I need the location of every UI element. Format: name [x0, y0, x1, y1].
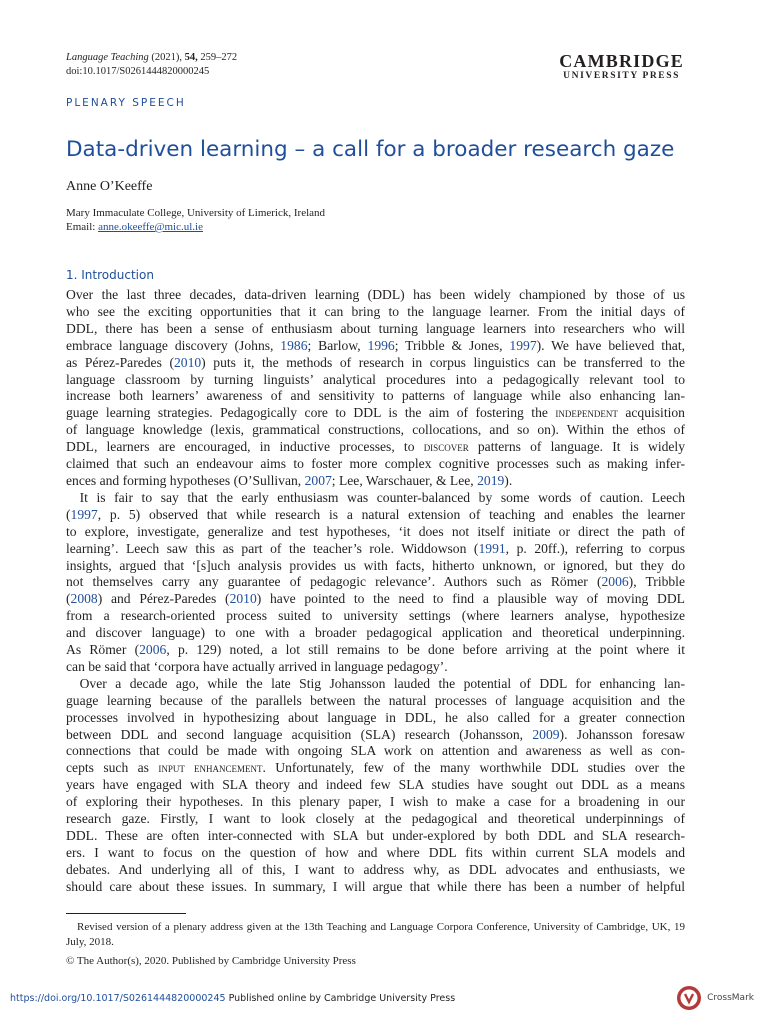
crossmark-badge[interactable] [676, 985, 754, 1011]
crossmark-label: CrossMark [707, 993, 754, 1003]
footnote-text: Revised version of a plenary address given at the 13th Teaching and Language Corpora Conference, University of Cambridge, UK, 19 July, 2018. [66, 921, 685, 948]
email-line [66, 220, 203, 235]
paragraph: It is fair to say that the early enthusiasm was counter-balanced by some words of caution. Leech (1997, p. 5) observed that while research is a natural extension of teaching and enables the learner to explore, investigate, generalize and test hypotheses, ‘it does not itself initiate or direct the path of learning’. Leech saw this as part of the teacher’s role. Widdowson (1991, p. 20ff.), referring to corpus insights, argued that ‘[s]uch analysis provides us with facts, hitherto unknown, or ignored, but they do not themselves carry any guarantee of pedagogic relevance’. Authors such as Römer (2006), Tribble (2008) and Pérez-Paredes (2010) have pointed to the need to find a plausible way of moving DDL from a research-oriented process suited to university settings (where learners analyse, hypothesize and discover language) to one with a broader pedagogical application and theoretical underpinning. As Römer (2006, p. 129) noted, a lot still remains to be done before arriving at the point where it can be said that ‘corpora have actually arrived in language pedagogy’. [66, 489, 685, 674]
affiliation: Mary Immaculate College, University of Limerick, Ireland [66, 207, 326, 219]
doi-text: doi:10.1017/S0261444820000245 [66, 66, 210, 77]
section-heading: 1. Introduction [66, 268, 154, 282]
cambridge-logo [559, 52, 684, 82]
body-text [66, 287, 685, 896]
paragraph: Over the last three decades, data-driven learning (DDL) has been widely championed by those of us who see the exciting opportunities that it can bring to the language learner. From the initial days of DDL, there has been a sense of enthusiasm about turning language learners into researchers who will embrace language discovery (Johns, 1986; Barlow, 1996; Tribble & Jones, 1997). We have believed that, as Pérez-Paredes (2010) puts it, the methods of research in corpus linguistics can be transferred to the language classroom by turning linguists’ analytical procedures into a pedagogically relevant tool to increase both learners’ awareness of and sensitivity to patterns of language while also enhancing lan- guage learning strategies. Pedagogically core to DDL is the aim of fostering the independent acquisition of language knowledge (lexis, grammatical constructions, collocations, and so on). Within the ethos of DDL, learners are encouraged, in inductive processes, to discover patterns of language. It is widely claimed that such an endeavour aims to foster more complex cognitive processes such as making infer- ences and forming hypotheses (O’Sullivan, 2007; Lee, Warschauer, & Lee, 2019). [66, 287, 686, 488]
publisher-name: CAMBRIDGE [559, 51, 684, 71]
article-title: Data-driven learning – a call for a broader research gaze [66, 137, 675, 162]
published-online: Published online by Cambridge University Press [228, 993, 456, 1004]
email-link[interactable]: anne.okeeffe@mic.ul.ie [98, 221, 203, 233]
article-type: PLENARY SPEECH [66, 97, 186, 109]
doi-link[interactable]: https://doi.org/10.1017/S0261444820000245 [10, 993, 226, 1004]
journal-volume: 54, [184, 52, 198, 63]
journal-citation [66, 51, 237, 65]
paragraph: Over a decade ago, while the late Stig Johansson lauded the potential of DDL for enhancing lan- guage learning because of the parallels between the natural processes of language acquisition and the processes involved in hypothesizing about language in DDL, he also called for a greater connection between DDL and second language acquisition (SLA) research (Johansson, 2009). Johansson foresaw connections that could be made with ongoing SLA work on attention and awareness as well as con- cepts such as input enhancement. Unfortunately, few of the many worthwhile DDL studies over the years have engaged with SLA theory and indeed few SLA studies have sought out DDL as a means of exploring their hypotheses. In this plenary paper, I wish to make a case for a broadening in our research gaze. Firstly, I want to look closely at the pedagogical and theoretical underpinnings of DDL. These are often inter-connected with SLA but under-explored by both DDL and SLA research- ers. I want to focus on the question of how and where DDL fits within current SLA models and debates. And underlying all of this, I want to address why, as DDL advocates and enthusiasts, we should care about these issues. In summary, I will argue that while there has been a number of helpful [66, 675, 686, 894]
email-label: Email: [66, 221, 96, 233]
publisher-subname: UNIVERSITY PRESS [563, 71, 681, 81]
bottom-bar [10, 993, 455, 1004]
footnote [66, 920, 685, 950]
footnote-divider [66, 913, 186, 914]
journal-pages: 259–272 [200, 52, 238, 63]
crossmark-icon [676, 985, 702, 1011]
author-name: Anne O’Keeffe [66, 179, 153, 194]
copyright-notice: © The Author(s), 2020. Published by Cambridge University Press [66, 955, 356, 967]
journal-name: Language Teaching [66, 52, 149, 63]
journal-year: (2021), [151, 52, 182, 63]
